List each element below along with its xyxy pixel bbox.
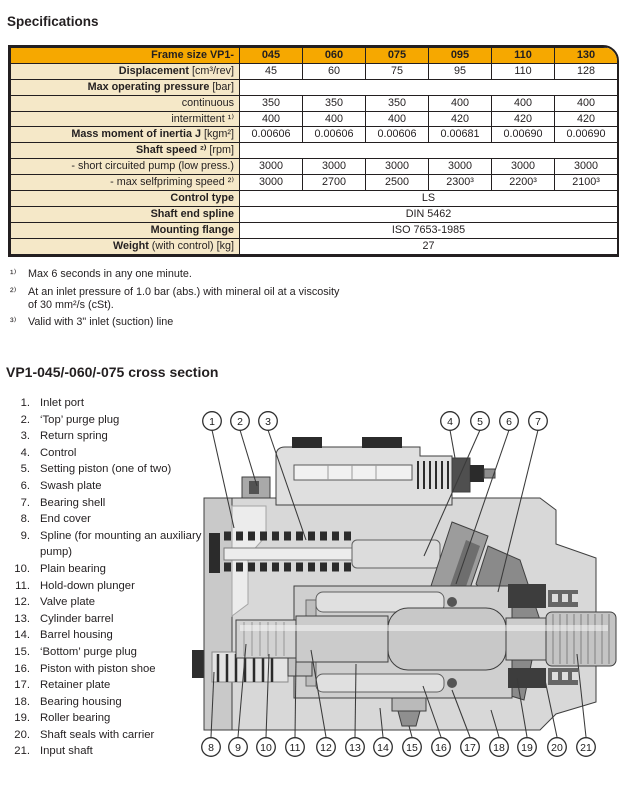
cell: 400 [492,95,555,111]
footnote-text: Valid with 3" inlet (suction) line [28,316,174,328]
cell: 3000 [366,159,429,175]
callout-18 [490,738,509,757]
section-title-cross-section: VP1-045/-060/-075 cross section [6,364,219,380]
footnote-text: At an inlet pressure of 1.0 bar (abs.) with mineral oil at a viscosity of 30 mm²/s (cSt). [28,285,340,311]
cell: 350 [366,95,429,111]
cell: 060 [303,48,366,64]
spec-row-continuous [11,95,618,111]
svg-text:9: 9 [235,742,241,754]
svg-text:8: 8 [208,742,214,754]
row-label: Displacement [cm³/rev] [11,63,240,79]
cell: 075 [366,48,429,64]
cell: 3000 [303,159,366,175]
row-label: continuous [11,95,240,111]
spec-row-displacement [11,63,618,79]
cell: 350 [240,95,303,111]
setting-piston-shape [352,540,440,568]
cell: 2500 [366,175,429,191]
cell: 3000 [429,159,492,175]
cell: 3000 [240,159,303,175]
cell: 75 [366,63,429,79]
row-label: - max selfpriming speed ²⁾ [11,175,240,191]
svg-text:20: 20 [551,742,563,754]
cell: 2100³ [555,175,618,191]
cell: 2200³ [492,175,555,191]
row-label: Weight (with control) [kg] [11,238,240,254]
cell: 0.00690 [492,127,555,143]
cell: 3000 [555,159,618,175]
cell: 350 [303,95,366,111]
piston-shape [316,674,444,692]
row-label: Mass moment of inertia J [kgm²] [11,127,240,143]
cell: 27 [240,238,618,254]
cell: 095 [429,48,492,64]
footnote-marker: ²⁾ [10,285,17,298]
page-title-specifications: Specifications [7,14,99,29]
cell: 400 [555,95,618,111]
callout-5 [471,412,490,431]
cell: 400 [429,95,492,111]
parts-list-item: 5. Setting piston (one of two) [20,463,172,476]
row-label: Control type [11,191,240,207]
spec-row-selfpriming [11,175,618,191]
spec-row-shaft-end-spline [11,206,618,222]
svg-text:19: 19 [521,742,533,754]
parts-list-item: 13. Cylinder barrel [14,612,114,625]
parts-list [10,395,206,760]
cell: 60 [303,63,366,79]
row-label: Mounting flange [11,222,240,238]
cell: 0.00606 [303,127,366,143]
left-stud-shape [192,650,204,678]
cell: 0.00681 [429,127,492,143]
specifications-table [8,45,619,257]
callout-20 [548,738,567,757]
cell: 2700 [303,175,366,191]
svg-text:21: 21 [580,742,592,754]
shaft-seal-shape [508,584,546,608]
cell [240,143,618,159]
svg-text:3: 3 [265,416,271,428]
cell: 0.00606 [240,127,303,143]
callout-2 [231,412,250,431]
parts-list-item: 8. End cover [20,513,91,526]
parts-list-item: 15. ‘Bottom’ purge plug [14,645,137,658]
cell: 420 [555,111,618,127]
callout-1 [203,412,222,431]
row-label: Frame size VP1- [11,48,240,64]
parts-list-item: 7. Bearing shell [20,496,106,509]
callout-15 [403,738,422,757]
cell: 400 [366,111,429,127]
svg-text:17: 17 [464,742,476,754]
spec-row-mounting-flange [11,222,618,238]
svg-text:10: 10 [260,742,272,754]
footnote-3 [10,316,350,329]
parts-list-item: 21. Input shaft [14,745,93,758]
svg-text:13: 13 [349,742,361,754]
svg-text:1: 1 [209,416,215,428]
parts-list-item: 4. Control [20,446,77,459]
parts-list-item: 11. Hold-down plunger [15,579,135,592]
callout-7 [529,412,548,431]
svg-text:5: 5 [477,416,483,428]
parts-list-item: 14. Barrel housing [14,629,113,642]
callout-4 [441,412,460,431]
svg-text:15: 15 [406,742,418,754]
cell: 2300³ [429,175,492,191]
callout-8 [202,738,221,757]
cell: 3000 [492,159,555,175]
parts-list-item: 19. Roller bearing [14,712,111,725]
spec-row-weight [11,238,618,254]
svg-text:2: 2 [237,416,243,428]
cross-section-figure [190,400,627,800]
callout-14 [374,738,393,757]
cell: 110 [492,48,555,64]
parts-list-item: 2. ‘Top’ purge plug [20,413,120,426]
parts-list-item: 6. Swash plate [20,479,102,492]
parts-list-item: 12. Valve plate [14,596,96,609]
parts-list-item: 18. Bearing housing [14,695,122,708]
callout-10 [257,738,276,757]
spec-row-shaft-speed [11,143,618,159]
row-label: - short circuited pump (low press.) [11,159,240,175]
shaft-seal-shape [508,668,546,688]
row-label: Max operating pressure [bar] [11,79,240,95]
cell: 0.00690 [555,127,618,143]
cell: 400 [303,111,366,127]
spec-row-intermittent [11,111,618,127]
cell: 130 [555,48,618,64]
callout-19 [518,738,537,757]
spec-row-frame-size [11,48,618,64]
callout-3 [259,412,278,431]
cell: 420 [429,111,492,127]
cell: 95 [429,63,492,79]
svg-text:16: 16 [435,742,447,754]
callout-16 [432,738,451,757]
footnote-1 [10,268,350,281]
svg-text:11: 11 [289,742,301,754]
spec-row-max-pressure [11,79,618,95]
purge-plug-top-shape [242,477,270,498]
cell: 45 [240,63,303,79]
row-label: Shaft speed ²⁾ [rpm] [11,143,240,159]
callout-13 [346,738,365,757]
parts-list-item: 9. Spline (for mounting an auxiliary pump) [20,529,202,559]
cell: 400 [240,111,303,127]
parts-list-item: 10. Plain bearing [14,562,106,575]
cell: 110 [492,63,555,79]
footnote-text: Max 6 seconds in any one minute. [28,268,192,280]
spec-row-inertia [11,127,618,143]
row-label: intermittent ¹⁾ [11,111,240,127]
svg-text:6: 6 [506,416,512,428]
callout-12 [317,738,336,757]
input-shaft-spline-shape [546,612,616,666]
cell: 128 [555,63,618,79]
svg-text:7: 7 [535,416,541,428]
cell: DIN 5462 [240,206,618,222]
footnotes [10,268,350,334]
callout-21 [577,738,596,757]
footnote-marker: ¹⁾ [10,268,17,280]
callout-6 [500,412,519,431]
spec-row-control-type [11,191,618,207]
cell: 3000 [240,175,303,191]
spec-row-short-circuited [11,159,618,175]
parts-list-item: 17. Retainer plate [14,679,111,692]
svg-text:14: 14 [377,742,389,754]
parts-list-item: 20. Shaft seals with carrier [14,728,155,741]
parts-list-item: 3. Return spring [20,430,108,443]
footnote-2 [10,286,350,312]
cell: 420 [492,111,555,127]
cell: ISO 7653-1985 [240,222,618,238]
svg-text:18: 18 [493,742,505,754]
svg-text:12: 12 [320,742,332,754]
callout-11 [286,738,305,757]
cell: 045 [240,48,303,64]
parts-list-item: 1. Inlet port [20,397,84,409]
callout-9 [229,738,248,757]
cell: 0.00606 [366,127,429,143]
footnote-marker: ³⁾ [10,316,17,328]
callout-17 [461,738,480,757]
row-label: Shaft end spline [11,206,240,222]
parts-list-item: 16. Piston with piston shoe [14,662,156,675]
cell: LS [240,191,618,207]
svg-text:4: 4 [447,416,453,428]
cell [240,79,618,95]
